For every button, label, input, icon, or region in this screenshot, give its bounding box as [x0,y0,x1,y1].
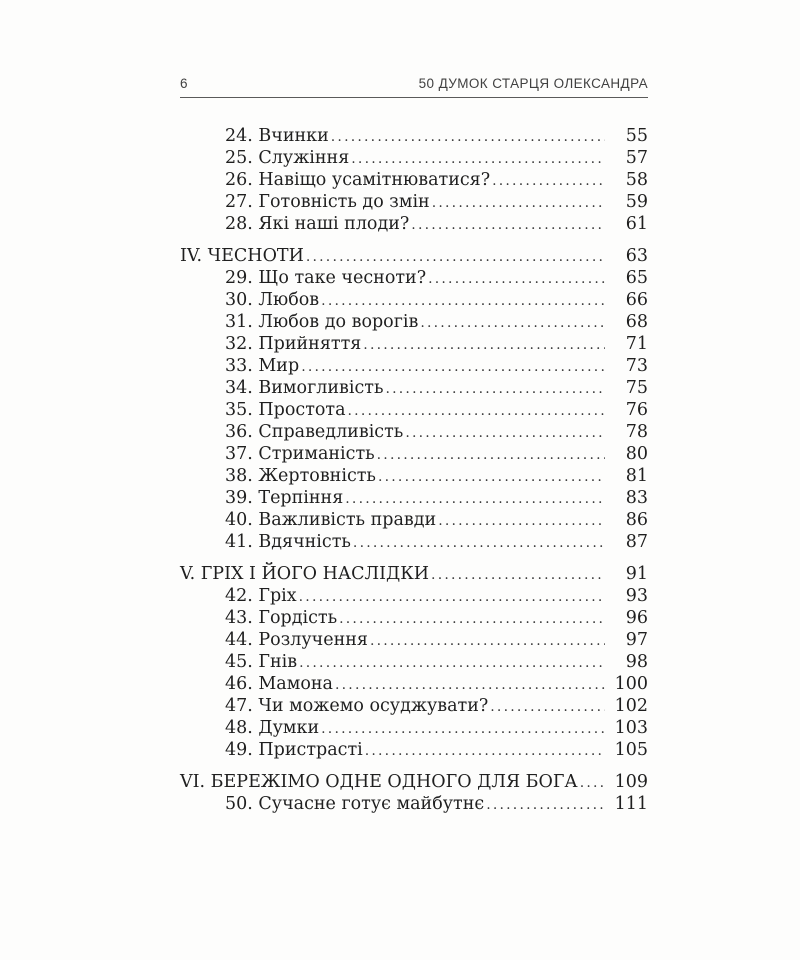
toc-entry-label: 32. Прийняття [225,334,362,354]
toc-entry-page: 81 [625,466,648,486]
toc-leader-dots [331,126,605,148]
toc-entry-label: 25. Служіння [225,148,350,168]
toc-entry [180,400,648,422]
toc-entry-label: 29. Що таке чесноти? [225,268,427,288]
toc-leader-dots [299,652,605,674]
toc-entry [180,356,648,378]
toc-entry [180,532,648,554]
toc-entry-label: 50. Сучасне готує майбутнє [225,794,485,814]
toc-entry-page: 102 [614,696,648,716]
toc-entry-page: 58 [625,170,648,190]
toc-entry [180,290,648,312]
toc-entry [180,510,648,532]
toc-leader-dots [385,378,605,400]
toc-entry-label: 35. Простота [225,400,346,420]
toc-entry-page: 55 [625,126,648,146]
toc-entry-page: 98 [625,652,648,672]
toc-entry-page: 100 [614,674,648,694]
toc-leader-dots [420,312,605,334]
toc-entry-label: 24. Вчинки [225,126,329,146]
toc-leader-dots [428,268,605,290]
toc-leader-dots [365,740,605,762]
toc-entry-label: IV. ЧЕСНОТИ [180,246,304,266]
toc-entry-page: 109 [614,772,648,792]
toc-entry-page: 93 [625,586,648,606]
toc-leader-dots [492,170,605,192]
toc-entry-page: 80 [625,444,648,464]
toc-entry [180,740,648,762]
toc-entry [180,586,648,608]
toc-entry [180,488,648,510]
toc-entry [180,630,648,652]
toc-leader-dots [348,400,605,422]
toc-entry-page: 71 [625,334,648,354]
toc-entry-page: 86 [625,510,648,530]
toc-entry-label: 38. Жертовність [225,466,376,486]
toc-entry-label: 36. Справедливість [225,422,404,442]
toc-entry-page: 103 [614,718,648,738]
toc-leader-dots [335,674,605,696]
toc-entry-label: 39. Терпіння [225,488,344,508]
toc-entry [180,696,648,718]
toc-entry-page: 65 [625,268,648,288]
toc-entry-label: 30. Любов [225,290,320,310]
toc-entry-label: 43. Гордість [225,608,338,628]
toc-leader-dots [339,608,605,630]
toc-entry-page: 59 [625,192,648,212]
toc-entry [180,268,648,290]
toc-entry-label: 46. Мамона [225,674,333,694]
toc-section-entry [180,246,648,268]
toc-entry-label: V. ГРІХ І ЙОГО НАСЛІДКИ [180,564,430,584]
toc-leader-dots [301,356,605,378]
toc-entry-page: 57 [625,148,648,168]
toc-leader-dots [431,564,605,586]
toc-entry-page: 63 [625,246,648,266]
toc-entry-page: 111 [614,794,648,814]
toc-leader-dots [490,696,605,718]
toc-entry-label: 47. Чи можемо осуджувати? [225,696,489,716]
toc-leader-dots [345,488,605,510]
toc-leader-dots [351,148,605,170]
toc-entry-page: 61 [625,214,648,234]
toc-entry [180,148,648,170]
toc-section-entry [180,564,648,586]
toc-leader-dots [321,718,605,740]
toc-entry [180,170,648,192]
toc-entry [180,674,648,696]
toc-leader-dots [299,586,605,608]
toc-entry-page: 66 [625,290,648,310]
toc-entry-page: 96 [625,608,648,628]
toc-leader-dots [580,772,605,794]
toc-entry-label: 33. Мир [225,356,300,376]
header-rule [180,97,648,98]
toc-entry [180,378,648,400]
toc-entry [180,718,648,740]
toc-entry [180,466,648,488]
toc-entry [180,608,648,630]
toc-entry-label: 37. Стриманість [225,444,375,464]
toc-entry-page: 68 [625,312,648,332]
toc-entry-page: 76 [625,400,648,420]
toc-entry [180,794,648,816]
toc-entry [180,312,648,334]
toc-entry [180,214,648,236]
toc-entry-label: 44. Розлучення [225,630,368,650]
toc-entry [180,422,648,444]
toc-entry-page: 73 [625,356,648,376]
toc-entry-label: 26. Навіщо усамітнюватися? [225,170,491,190]
toc-entry-label: 45. Гнів [225,652,298,672]
toc-leader-dots [353,532,605,554]
toc-entry-page: 97 [625,630,648,650]
toc-entry [180,126,648,148]
toc-entry-label: 48. Думки [225,718,320,738]
toc-entry-label: 41. Вдячність [225,532,351,552]
toc-section-entry [180,772,648,794]
toc-entry-page: 105 [614,740,648,760]
toc-entry-page: 75 [625,378,648,398]
running-title: 50 ДУМОК СТАРЦЯ ОЛЕКСАНДРА [418,76,648,91]
toc-leader-dots [438,510,605,532]
table-of-contents [180,126,648,816]
toc-entry-label: 31. Любов до ворогів [225,312,419,332]
toc-entry-label: 40. Важливість правди [225,510,437,530]
toc-entry-label: 27. Готовність до змін [225,192,430,212]
toc-leader-dots [405,422,605,444]
toc-leader-dots [377,444,605,466]
toc-entry-page: 91 [625,564,648,584]
page-number: 6 [180,76,188,91]
toc-entry [180,444,648,466]
toc-entry [180,192,648,214]
toc-entry [180,334,648,356]
toc-entry-label: VI. БЕРЕЖІМО ОДНЕ ОДНОГО ДЛЯ БОГА [180,772,578,792]
toc-entry-label: 34. Вимогливість [225,378,384,398]
toc-leader-dots [411,214,605,236]
toc-entry-page: 78 [625,422,648,442]
toc-leader-dots [432,192,605,214]
toc-entry-page: 87 [625,532,648,552]
toc-leader-dots [321,290,605,312]
toc-leader-dots [370,630,605,652]
toc-entry-page: 83 [625,488,648,508]
toc-leader-dots [306,246,605,268]
toc-entry-label: 42. Гріх [225,586,297,606]
toc-entry [180,652,648,674]
toc-leader-dots [378,466,605,488]
toc-entry-label: 28. Які наші плоди? [225,214,410,234]
toc-leader-dots [363,334,605,356]
running-header [180,76,648,91]
toc-leader-dots [486,794,605,816]
toc-entry-label: 49. Пристрасті [225,740,363,760]
